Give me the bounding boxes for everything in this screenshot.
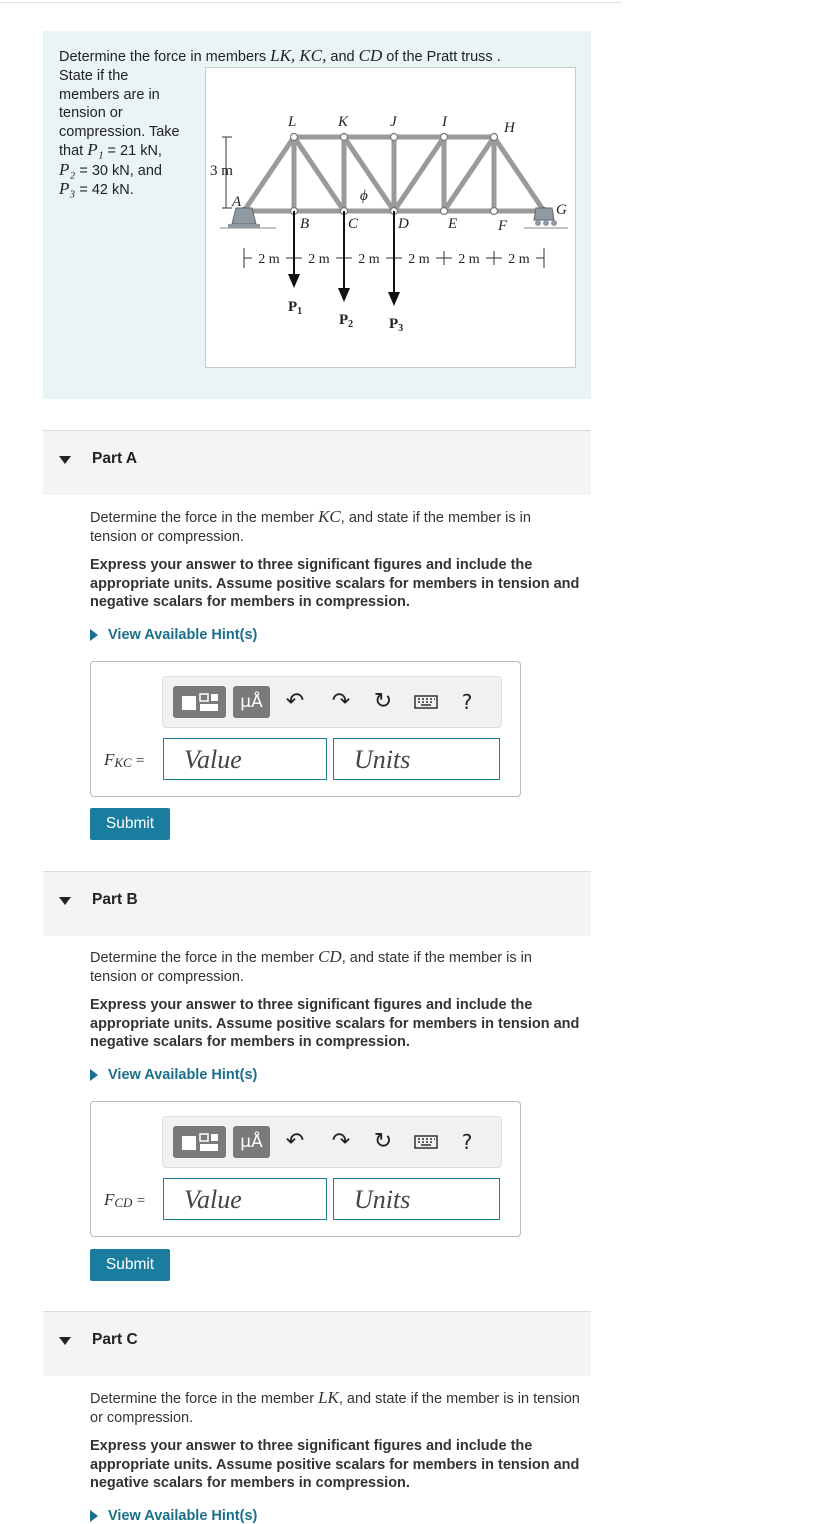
joint-label-l: L — [288, 114, 297, 130]
truss-figure — [205, 67, 576, 368]
joint-label-e: E — [448, 216, 458, 232]
load-arrow-p3-icon — [388, 292, 400, 306]
joint-label-h: H — [504, 120, 515, 136]
load-arrow-p1-icon — [288, 274, 300, 288]
part-a-answer-box — [90, 661, 521, 797]
part-c-instructions: Express your answer to three significant figures and include the appropriate units. Assume positive scalars for members in tension and negative scalars for members in compression. — [90, 1438, 580, 1491]
load-label-p2: $P_2$ — [339, 312, 354, 330]
truss-members — [244, 137, 544, 211]
expand-triangle-icon — [90, 1069, 98, 1081]
part-a-math-toolbar — [162, 676, 502, 728]
part-a-instructions: Express your answer to three significant figures and include the appropriate units. Assume positive scalars for members in tension and negative scalars for members in compression. — [90, 557, 580, 610]
part-b-value-input[interactable]: Value — [163, 1178, 327, 1220]
joint-label-c: C — [348, 216, 359, 232]
member-di — [394, 137, 444, 211]
templates-icon[interactable] — [173, 1126, 226, 1158]
part-b-variable-label: $F_{CD}$ = — [104, 1190, 146, 1210]
part-c-question: Determine the force in the member LK, and state if the member is in tension or compression. — [90, 1388, 580, 1426]
span-label-1: 2 m — [258, 252, 280, 267]
span-label-4: 2 m — [408, 252, 430, 267]
part-a-header[interactable] — [43, 430, 591, 495]
load-label-p1: $P_1$ — [288, 299, 303, 317]
part-a-title: Part A — [92, 450, 138, 467]
collapse-caret-icon[interactable] — [59, 897, 71, 905]
member-lc — [294, 137, 344, 211]
part-b-title: Part B — [92, 891, 138, 908]
pin-support-base — [228, 224, 260, 228]
span-label-6: 2 m — [508, 252, 530, 267]
part-a-variable-label: $F_{KC}$ = — [104, 750, 145, 770]
help-icon[interactable]: ? — [461, 1130, 473, 1154]
part-c-body — [90, 1389, 580, 1524]
templates-icon[interactable] — [173, 686, 226, 718]
joint-label-j: J — [390, 114, 397, 130]
help-icon[interactable]: ? — [461, 690, 473, 714]
part-a-units-input[interactable]: Units — [333, 738, 500, 780]
redo-icon[interactable]: ↷ — [331, 1129, 351, 1154]
expand-triangle-icon — [90, 629, 98, 641]
part-b-submit-button[interactable]: Submit — [90, 1249, 170, 1281]
units-icon[interactable]: μÅ — [233, 686, 270, 718]
keyboard-icon[interactable] — [413, 686, 439, 718]
height-label: 3 m — [210, 163, 233, 179]
part-b-math-toolbar — [162, 1116, 502, 1168]
member-kd — [344, 137, 394, 211]
collapse-caret-icon[interactable] — [59, 456, 71, 464]
member-eh — [444, 137, 494, 211]
part-b-answer-box — [90, 1101, 521, 1237]
span-label-5: 2 m — [458, 252, 480, 267]
reset-icon[interactable]: ↻ — [373, 689, 393, 714]
span-label-3: 2 m — [358, 252, 380, 267]
part-b-units-input[interactable]: Units — [333, 1178, 500, 1220]
problem-conditions: State if the members are in tension or compression. Take that P₁ = 21 kN, P₂ = 30 kN, and P₃ = 42 kN. — [59, 68, 180, 198]
joint-label-k: K — [338, 114, 349, 130]
truss-diagram — [206, 68, 575, 367]
units-icon[interactable]: μÅ — [233, 1126, 270, 1158]
part-c-hint-link[interactable]: View Available Hint(s) — [90, 1508, 580, 1524]
joint-label-f: F — [498, 218, 508, 234]
part-b-instructions: Express your answer to three significant figures and include the appropriate units. Assume positive scalars for members in tension and negative scalars for members in compression. — [90, 997, 580, 1050]
reset-icon[interactable]: ↻ — [373, 1129, 393, 1154]
collapse-caret-icon[interactable] — [59, 1337, 71, 1345]
part-b-hint-link[interactable]: View Available Hint(s) — [90, 1067, 580, 1083]
part-a-submit-button[interactable]: Submit — [90, 808, 170, 840]
roller-support-icon — [534, 208, 554, 220]
load-label-p3: $P_3$ — [389, 316, 404, 334]
member-al — [244, 137, 294, 211]
part-a-value-input[interactable]: Value — [163, 738, 327, 780]
problem-statement — [43, 31, 591, 399]
part-a-hint-link[interactable]: View Available Hint(s) — [90, 627, 580, 643]
member-hg — [494, 137, 544, 211]
top-divider — [0, 0, 622, 3]
part-b-question: Determine the force in the member CD, and state if the member is in tension or compression. — [90, 947, 532, 985]
undo-icon[interactable]: ↶ — [285, 689, 305, 714]
joint-label-b: B — [300, 216, 310, 232]
joint-label-g: G — [556, 202, 567, 218]
load-arrow-p2-icon — [338, 288, 350, 302]
joint-label-i: I — [442, 114, 447, 130]
part-a-question: Determine the force in the member KC, and state if the member is in tension or compression. — [90, 507, 531, 545]
joint-label-d: D — [398, 216, 409, 232]
keyboard-icon[interactable] — [413, 1126, 439, 1158]
angle-label: ϕ — [360, 188, 368, 204]
problem-intro: Determine the force in members LK, KC, and CD of the Pratt truss . — [59, 46, 501, 65]
part-c-title: Part C — [92, 1331, 138, 1348]
part-c-header[interactable] — [43, 1311, 591, 1376]
part-a-body — [90, 508, 580, 643]
pin-support-icon — [232, 208, 256, 224]
part-b-body — [90, 948, 580, 1083]
undo-icon[interactable]: ↶ — [285, 1129, 305, 1154]
span-label-2: 2 m — [308, 252, 330, 267]
part-b-header[interactable] — [43, 871, 591, 936]
joint-label-a: A — [232, 194, 242, 210]
redo-icon[interactable]: ↷ — [331, 689, 351, 714]
